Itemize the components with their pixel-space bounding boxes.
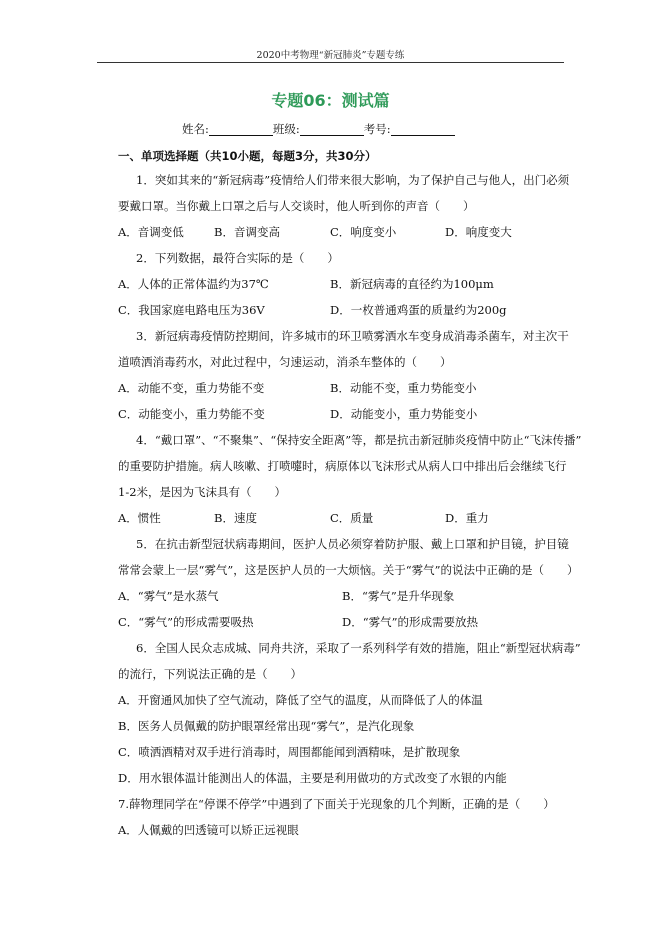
q6-option-b: B．医务人员佩戴的防护眼罩经常出现“雾气”，是汽化现象 xyxy=(118,719,415,733)
q3-line-1: 3．新冠病毒疫情防控期间，许多城市的环卫喷雾洒水车变身成消毒杀菌车，对主次干 xyxy=(136,329,569,343)
q5-line-1: 5．在抗击新型冠状病毒期间，医护人员必须穿着防护服、戴上口罩和护目镜，护目镜 xyxy=(136,537,569,551)
q5-line-2: 常常会蒙上一层“雾气”，这是医护人员的一大烦恼。关于“雾气”的说法中正确的是（ ） xyxy=(118,563,579,577)
q6-option-d: D．用水银体温计能测出人的体温，主要是利用做功的方式改变了水银的内能 xyxy=(118,771,507,785)
page-title: 专题06：测试篇 xyxy=(271,91,390,110)
q2-option-d: D．一枚普通鸡蛋的质量约为200g xyxy=(330,303,507,317)
q7-option-a: A．人佩戴的凹透镜可以矫正远视眼 xyxy=(118,823,299,837)
q3-option-a: A．动能不变，重力势能不变 xyxy=(118,381,265,395)
q2-option-b: B．新冠病毒的直径约为100μm xyxy=(330,277,494,291)
q1-option-a: A．音调变低 xyxy=(118,225,184,239)
q5-option-b: B．“雾气”是升华现象 xyxy=(342,589,455,603)
q2-option-c: C．我国家庭电路电压为36V xyxy=(118,303,265,317)
q6-line-1: 6．全国人民众志成城、同舟共济，采取了一系列科学有效的措施，阻止“新型冠状病毒” xyxy=(136,641,581,655)
q3-option-c: C．动能变小，重力势能不变 xyxy=(118,407,265,421)
q4-line-1: 4．“戴口罩”、“不聚集”、“保持安全距离”等，都是抗击新冠肺炎疫情中防止“飞沫传播” xyxy=(136,433,582,447)
q5-option-d: D．“雾气”的形成需要放热 xyxy=(342,615,478,629)
q3-line-2: 道喷洒消毒药水，对此过程中，匀速运动，消杀车整体的（ ） xyxy=(118,355,452,369)
q3-option-d: D．动能变小，重力势能变小 xyxy=(330,407,478,421)
q5-option-a: A．“雾气”是水蒸气 xyxy=(118,589,219,603)
q2-option-a: A．人体的正常体温约为37℃ xyxy=(118,277,269,291)
q1-line-1: 1．突如其来的“新冠病毒”疫情给人们带来很大影响，为了保护自己与他人，出门必须 xyxy=(136,173,570,187)
q1-option-c: C．响度变小 xyxy=(330,225,397,239)
q7-line-1: 7.薛物理同学在“停课不停学”中遇到了下面关于光现象的几个判断，正确的是（ ） xyxy=(118,797,555,811)
q6-line-2: 的流行，下列说法正确的是（ ） xyxy=(118,667,302,681)
q3-option-b: B．动能不变，重力势能变小 xyxy=(330,381,477,395)
id-blank[interactable] xyxy=(391,123,455,136)
name-blank[interactable] xyxy=(209,123,273,136)
class-label: 班级: xyxy=(272,122,300,136)
page-header: 2020中考物理“新冠肺炎”专题专练 xyxy=(256,50,405,61)
q4-line-3: 1-2米，是因为飞沫具有（ ） xyxy=(118,485,287,499)
q4-option-a: A．惯性 xyxy=(118,511,161,525)
q4-option-d: D．重力 xyxy=(445,511,489,525)
q1-line-2: 要戴口罩。当你戴上口罩之后与人交谈时，他人听到你的声音（ ） xyxy=(118,199,475,213)
q4-option-b: B．速度 xyxy=(214,511,257,525)
section-heading: 一、单项选择题（共10小题，每题3分，共30分） xyxy=(118,149,377,163)
id-label: 考号: xyxy=(363,122,391,136)
q4-line-2: 的重要防护措施。病人咳嗽、打喷嚏时，病原体以飞沫形式从病人口中排出后会继续飞行 xyxy=(118,459,567,473)
name-label: 姓名: xyxy=(182,122,209,136)
q1-option-d: D．响度变大 xyxy=(445,225,512,239)
student-info-fields xyxy=(182,121,455,137)
q6-option-c: C．喷洒酒精对双手进行消毒时，周围都能闻到酒精味，是扩散现象 xyxy=(118,745,461,759)
q5-option-c: C．“雾气”的形成需要吸热 xyxy=(118,615,254,629)
q4-option-c: C．质量 xyxy=(330,511,374,525)
q2-line-1: 2．下列数据，最符合实际的是（ ） xyxy=(136,251,339,265)
header-divider xyxy=(97,62,564,63)
class-blank[interactable] xyxy=(300,123,364,136)
q1-option-b: B．音调变高 xyxy=(214,225,280,239)
q6-option-a: A．开窗通风加快了空气流动，降低了空气的温度，从而降低了人的体温 xyxy=(118,693,483,707)
